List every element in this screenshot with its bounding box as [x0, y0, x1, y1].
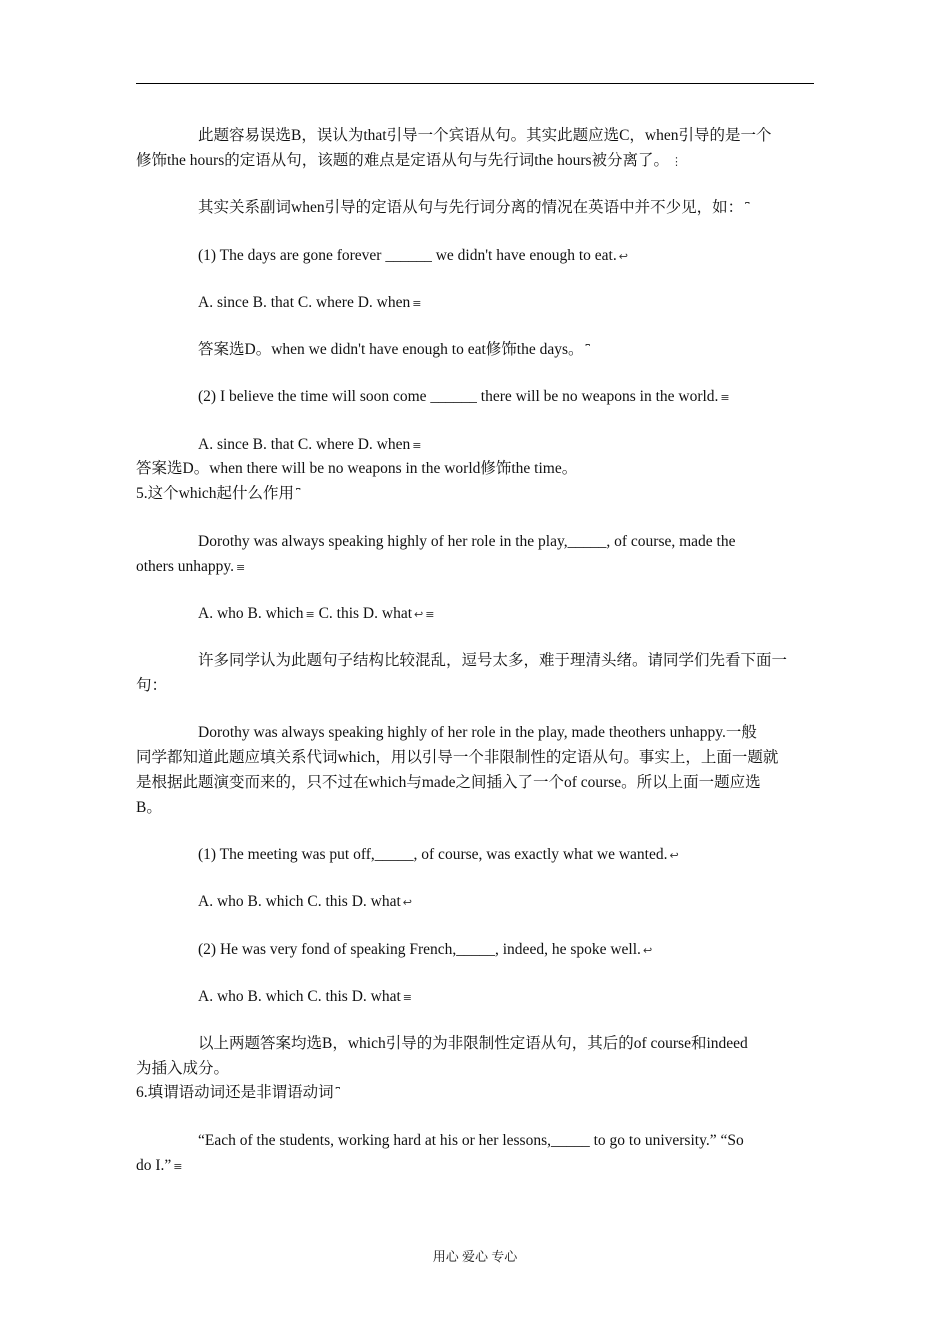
text-line: 为插入成分。 — [136, 1060, 230, 1077]
header-rule — [136, 83, 814, 84]
equals-mark-icon: ≡ — [412, 439, 422, 452]
equals-mark-icon: ≡ — [720, 391, 730, 404]
question-line: (2) He was very fond of speaking French,_____, indeed, he spoke well. ↩ — [198, 941, 653, 958]
answer-line: 答案选D。when there will be no weapons in the world修饰the time。 — [136, 460, 578, 477]
text-line: 同学都知道此题应填关系代词which，用以引导一个非限制性的定语从句。事实上，上面一题就 — [136, 749, 779, 766]
equals-mark-icon: ≡ — [305, 608, 315, 621]
equals-mark-icon: ≡ — [173, 1160, 183, 1173]
text-line: B。 — [136, 799, 162, 816]
section-heading: 5.这个which起什么作用 ⎴ — [136, 485, 301, 502]
text-line: 句： — [136, 677, 168, 694]
equals-mark-icon: ≡ — [412, 297, 422, 310]
options-line: A. who B. which ≡ C. this D. what ↩ ≡ — [198, 605, 435, 622]
question-line: “Each of the students, working hard at his or her lessons,_____ to go to university.” “So — [198, 1132, 744, 1149]
space-mark-icon: ⎴ — [745, 202, 750, 215]
space-mark-icon: ⎴ — [335, 1087, 341, 1100]
question-line: (1) The meeting was put off,_____, of course, was exactly what we wanted. ↩ — [198, 846, 679, 863]
options-line: A. since B. that C. where D. when ≡ — [198, 294, 422, 311]
equals-mark-icon: ≡ — [402, 991, 413, 1004]
question-line: do I.” ≡ — [136, 1157, 183, 1174]
question-line: (2) I believe the time will soon come ______ there will be no weapons in the world. ≡ — [198, 388, 730, 405]
return-arrow-icon: ↩ — [642, 944, 653, 957]
question-line: Dorothy was always speaking highly of her role in the play,_____, of course, made the — [198, 533, 736, 550]
space-mark-icon: ⎴ — [585, 344, 590, 357]
text-line: 许多同学认为此题句子结构比较混乱，逗号太多，难于理清头绪。请同学们先看下面一 — [198, 652, 788, 669]
return-arrow-icon: ↩ — [402, 896, 413, 909]
text-line: 修饰the hours的定语从句，该题的难点是定语从句与先行词the hours被分离了。 ⋮ — [136, 152, 683, 169]
text-line: 其实关系副词when引导的定语从句与先行词分离的情况在英语中并不少见，如： ⎴ — [198, 199, 750, 216]
text-line: 此题容易误选B，误认为that引导一个宾语从句。其实此题应选C，when引导的是一个 — [198, 127, 772, 144]
page-footer: 用心 爱心 专心 — [432, 1249, 518, 1264]
return-arrow-icon: ↩ — [414, 608, 424, 621]
options-line: A. who B. which C. this D. what ≡ — [198, 988, 413, 1005]
answer-line: 答案选D。when we didn't have enough to eat修饰the days。 ⎴ — [198, 341, 590, 358]
return-arrow-icon: ↩ — [669, 849, 679, 862]
equals-mark-icon: ≡ — [425, 608, 435, 621]
return-arrow-icon: ↩ — [618, 250, 628, 263]
paragraph-mark-icon: ⋮ — [671, 155, 683, 168]
section-heading: 6.填谓语动词还是非谓语动词 ⎴ — [136, 1084, 341, 1101]
question-line: others unhappy. ≡ — [136, 558, 246, 575]
options-line: A. since B. that C. where D. when ≡ — [198, 436, 422, 453]
equals-mark-icon: ≡ — [236, 561, 246, 574]
text-line: 以上两题答案均选B，which引导的为非限制性定语从句，其后的of course和indeed — [198, 1035, 748, 1052]
space-mark-icon: ⎴ — [296, 488, 301, 501]
question-line: (1) The days are gone forever ______ we didn't have enough to eat. ↩ — [198, 247, 628, 264]
text-line: 是根据此题演变而来的，只不过在which与made之间插入了一个of course。所以上面一题应选 — [136, 774, 761, 791]
options-line: A. who B. which C. this D. what ↩ — [198, 893, 413, 910]
text-line: Dorothy was always speaking highly of her role in the play, made theothers unhappy.一般 — [198, 724, 757, 741]
